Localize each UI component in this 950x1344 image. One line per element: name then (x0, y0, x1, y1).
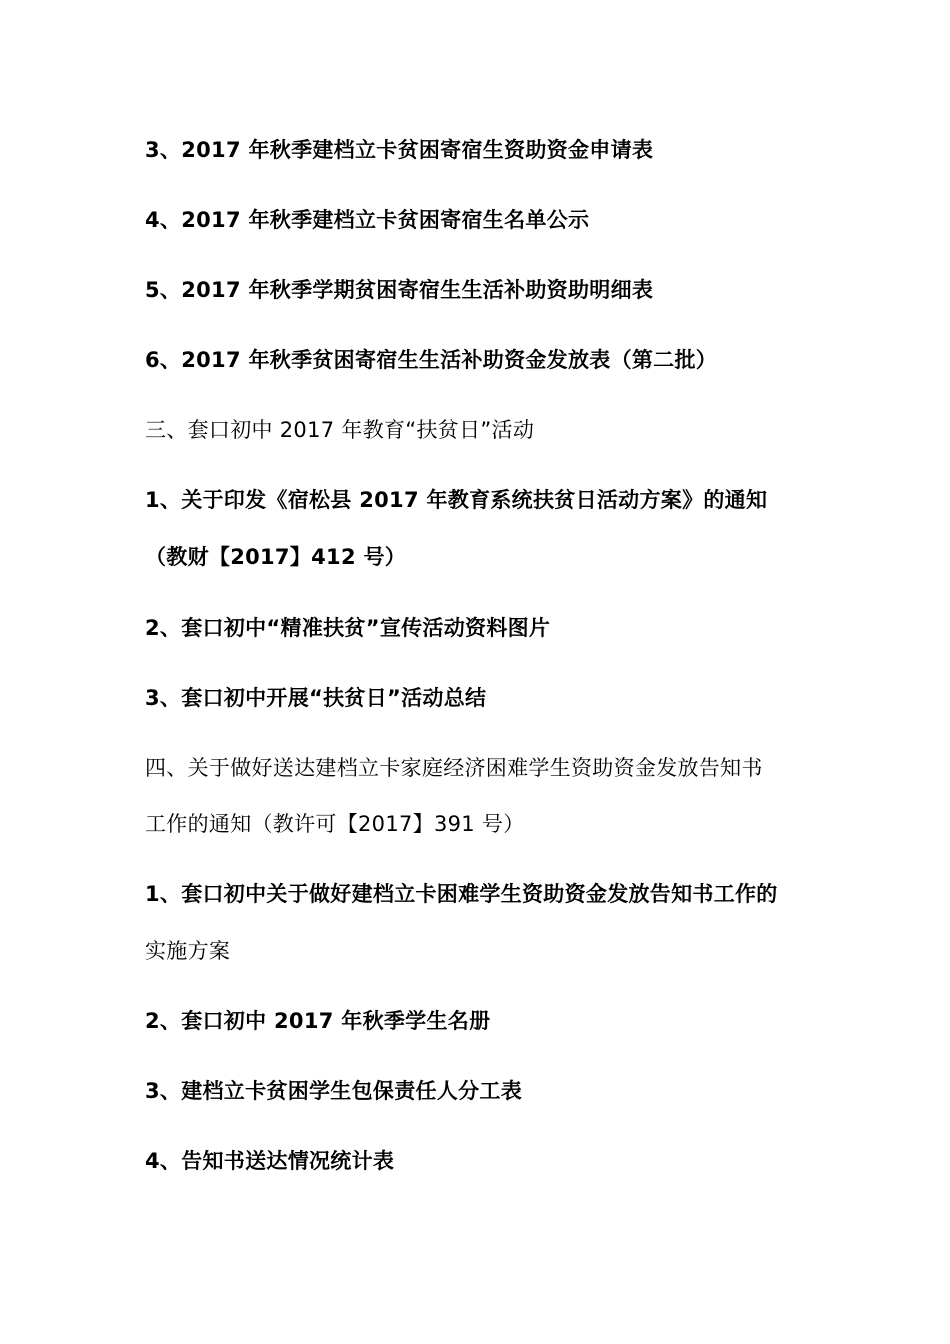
item-line: 3、2017 年秋季建档立卡贫困寄宿生资助资金申请表 (145, 138, 654, 162)
item-line: 2、套口初中 2017 年秋季学生名册 (145, 1009, 491, 1033)
item-line: 5、2017 年秋季学期贫困寄宿生生活补助资助明细表 (145, 278, 654, 302)
item-line: 1、套口初中关于做好建档立卡困难学生资助资金发放告知书工作的 (145, 882, 778, 906)
item-line-continuation: 实施方案 (145, 939, 231, 963)
section-heading-continuation: 工作的通知（教许可【2017】391 号） (145, 812, 525, 836)
item-line: 6、2017 年秋季贫困寄宿生生活补助资金发放表（第二批） (145, 348, 718, 372)
section-heading: 四、关于做好送达建档立卡家庭经济困难学生资助资金发放告知书 (145, 756, 763, 780)
item-line-continuation: （教财【2017】412 号） (145, 545, 407, 569)
item-line: 3、套口初中开展“扶贫日”活动总结 (145, 686, 487, 710)
item-line: 4、告知书送达情况统计表 (145, 1149, 395, 1173)
item-line: 4、2017 年秋季建档立卡贫困寄宿生名单公示 (145, 208, 590, 232)
item-line: 2、套口初中“精准扶贫”宣传活动资料图片 (145, 616, 551, 640)
item-line: 3、建档立卡贫困学生包保责任人分工表 (145, 1079, 523, 1103)
item-line: 1、关于印发《宿松县 2017 年教育系统扶贫日活动方案》的通知 (145, 488, 768, 512)
section-heading: 三、套口初中 2017 年教育“扶贫日”活动 (145, 418, 535, 442)
